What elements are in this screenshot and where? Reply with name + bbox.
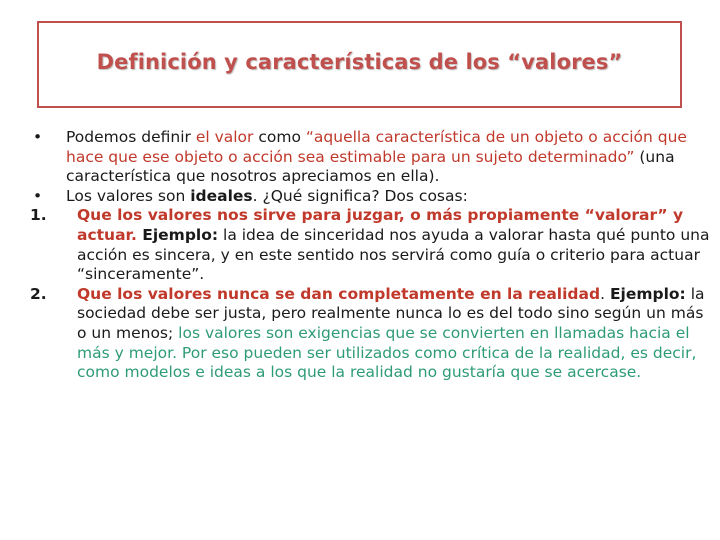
slide-body <box>30 128 715 383</box>
text-run: Los valores son <box>66 186 191 205</box>
highlight-exigencias: los valores son exigencias que se convierten en llamadas hacia el más y mejor. Por eso pueden ser utilizados como crítica de la realidad, es decir, como modelos e ideas a los que la realidad no gustaría que se acercase. <box>77 323 697 382</box>
example-label: Ejemplo: <box>136 225 219 244</box>
bullet-marker: • <box>33 128 43 146</box>
definition-quote: “aquella característica de un objeto o acción que hace que ese objeto o acción sea estimable para un sujeto determinado” <box>66 128 687 166</box>
bullet-text <box>66 128 715 187</box>
bullet-marker: • <box>33 186 43 205</box>
text-run: como <box>253 128 306 146</box>
bullet-ideales <box>30 187 715 207</box>
text-run: . ¿Qué significa? Dos cosas: <box>252 186 468 205</box>
number-marker: 2. <box>30 284 47 303</box>
bullet-definition <box>30 128 715 187</box>
text-run: la sociedad debe ser justa, pero realmente nunca lo es del todo sino según un más o un menos; <box>77 284 705 342</box>
title-frame <box>37 21 682 108</box>
numbered-text <box>77 285 715 383</box>
numbered-item-2 <box>30 285 715 383</box>
numbered-text <box>77 206 715 284</box>
number-marker: 1. <box>30 206 47 225</box>
text-run: la idea de sinceridad nos ayuda a valorar hasta qué punto una acción es sincera, y en este sentido nos servirá como guía o criterio para actuar “sinceramente”. <box>77 225 710 284</box>
text-run: (una característica que nosotros apreciamos en ella). <box>66 147 675 186</box>
bullet-text <box>66 187 715 207</box>
example-label: Ejemplo: <box>609 284 686 303</box>
slide-title: Definición y características de los “valores” <box>96 49 623 74</box>
highlight-juzgar: Que los valores nos sirve para juzgar, o más propiamente “valorar” y actuar. <box>77 206 684 244</box>
highlight-realidad: Que los valores nunca se dan completamente en la realidad <box>77 284 601 303</box>
highlight-valor: el valor <box>195 128 254 146</box>
text-run: Podemos definir <box>66 128 196 146</box>
text-run: . <box>600 284 610 303</box>
numbered-item-1 <box>30 206 715 284</box>
highlight-ideales: ideales <box>190 186 253 205</box>
